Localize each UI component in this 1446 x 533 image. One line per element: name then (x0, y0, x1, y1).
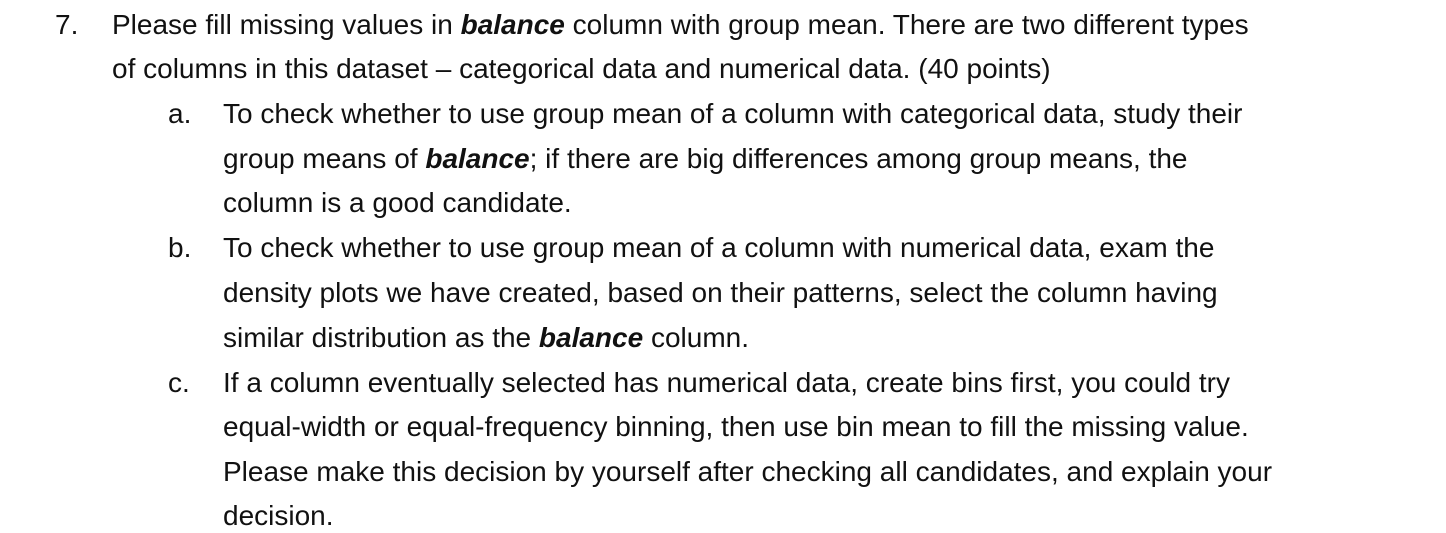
sub-item-c-line-4: decision. (223, 500, 334, 531)
sub-item-marker-a: a. (168, 98, 192, 129)
emphasis-balance: balance (425, 143, 530, 174)
emphasis-balance: balance (460, 9, 565, 40)
question-text-line-1: Please fill missing values in balance column with group mean. There are two different types (112, 9, 1249, 40)
sub-item-b-line-1: To check whether to use group mean of a column with numerical data, exam the (223, 232, 1215, 263)
sub-item-a-line-2: group means of balance; if there are big differences among group means, the (223, 143, 1188, 174)
sub-item-c-line-3: Please make this decision by yourself after checking all candidates, and explain your (223, 456, 1273, 487)
sub-item-a-line-1: To check whether to use group mean of a column with categorical data, study their (223, 98, 1243, 129)
sub-item-b-line-3: similar distribution as the balance column. (223, 322, 750, 353)
sub-item-c-line-2: equal-width or equal-frequency binning, then use bin mean to fill the missing value. (223, 411, 1249, 442)
question-text-line-2: of columns in this dataset – categorical data and numerical data. (40 points) (112, 53, 1051, 84)
emphasis-balance: balance (538, 322, 644, 353)
question-number: 7. (55, 9, 79, 40)
sub-item-marker-c: c. (168, 367, 190, 398)
sub-item-c-line-1: If a column eventually selected has numerical data, create bins first, you could try (223, 367, 1230, 398)
sub-item-a-line-3: column is a good candidate. (223, 187, 572, 218)
sub-item-marker-b: b. (168, 232, 192, 263)
sub-item-b-line-2: density plots we have created, based on their patterns, select the column having (223, 277, 1218, 308)
